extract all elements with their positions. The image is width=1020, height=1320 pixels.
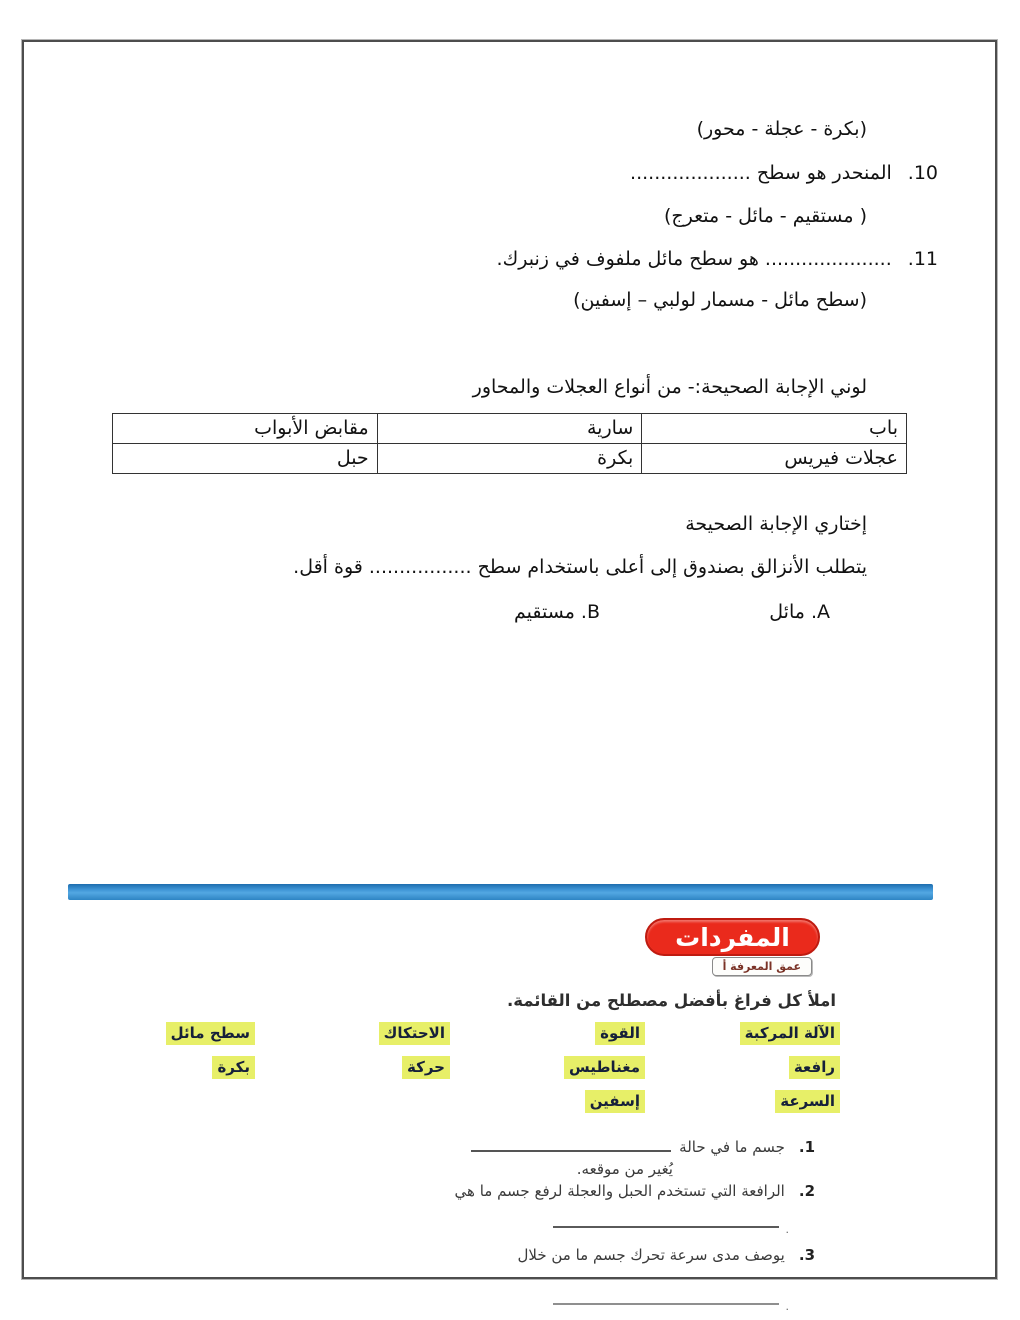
vocab-term: الآلة المركبة xyxy=(740,1022,840,1045)
table-cell: بكرة xyxy=(377,444,642,474)
question-text: يتطلب الأنزالق بصندوق إلى أعلى باستخدام سطح ................. قوة أقل. xyxy=(293,556,867,578)
vocab-term: القوة xyxy=(595,1022,645,1045)
question-11 xyxy=(497,248,938,270)
option-b-text: B. مستقيم xyxy=(514,601,600,623)
choose-answer-prompt xyxy=(685,513,867,535)
question-text: يوصف مدى سرعة تحرك جسم ما من خلال xyxy=(517,1246,785,1264)
vocab-term: رافعة xyxy=(789,1056,840,1079)
question-number: 2. xyxy=(798,1182,815,1200)
question-11-number: 11. xyxy=(907,248,938,270)
question-10-text: المنحدر هو سطح .................... xyxy=(630,162,892,184)
question-text: الرافعة التي تستخدم الحبل والعجلة لرفع جسم ما هي xyxy=(454,1182,785,1200)
table-row xyxy=(113,414,907,444)
question-9-options xyxy=(697,118,867,140)
options-text: (سطح مائل - مسمار لولبي – إسفين) xyxy=(573,289,867,311)
dok-badge xyxy=(712,957,812,976)
wheels-axles-table xyxy=(112,413,907,474)
vocab-term-grid xyxy=(60,1022,840,1113)
options-text: (بكرة - عجلة - محور) xyxy=(696,118,867,140)
vocabulary-badge xyxy=(645,918,820,956)
question-10 xyxy=(630,162,938,184)
slide-question xyxy=(293,556,867,578)
table-cell: سارية xyxy=(377,414,642,444)
fill-blank-instruction xyxy=(507,991,836,1010)
answer-blank-line: . xyxy=(553,1303,779,1305)
question-text: يُغير من موقعه. xyxy=(576,1160,673,1178)
prompt-text: لوني الإجابة الصحيحة:- من أنواع العجلات والمحاور xyxy=(472,376,867,398)
vocab-term: حركة xyxy=(402,1056,450,1079)
answer-blank-line xyxy=(471,1136,671,1152)
dok-badge-label: عمق المعرفة أ xyxy=(722,960,801,973)
vocab-term: السرعة xyxy=(775,1090,840,1113)
table-cell: باب xyxy=(642,414,907,444)
fill-question-2 xyxy=(455,1182,815,1200)
option-a-text: A. مائل xyxy=(769,601,830,623)
vocabulary-badge-label: المفردات xyxy=(675,923,790,952)
vocab-term: إسفين xyxy=(585,1090,645,1113)
fill-question-1 xyxy=(471,1136,815,1156)
vocab-term: بكرة xyxy=(212,1056,255,1079)
fill-question-1-continuation xyxy=(577,1160,673,1178)
question-number: 1. xyxy=(798,1138,815,1156)
color-answer-prompt xyxy=(473,376,867,398)
question-number: 3. xyxy=(798,1246,815,1264)
question-text: جسم ما في حالة xyxy=(679,1138,785,1156)
vocab-term: مغناطيس xyxy=(564,1056,645,1079)
table-cell: حبل xyxy=(113,444,378,474)
vocab-term: الاحتكاك xyxy=(379,1022,450,1045)
question-10-options xyxy=(664,205,867,227)
option-a xyxy=(769,601,830,623)
question-11-text: ..................... هو سطح مائل ملفوف في زنبرك. xyxy=(496,248,892,270)
vocab-term: سطح مائل xyxy=(166,1022,255,1045)
table-cell: مقابض الأبواب xyxy=(113,414,378,444)
option-b xyxy=(514,601,600,623)
table-row xyxy=(113,444,907,474)
question-11-options xyxy=(573,289,867,311)
fill-question-3 xyxy=(517,1246,815,1264)
options-text: ( مستقيم - مائل - متعرج) xyxy=(663,205,867,227)
question-10-number: 10. xyxy=(907,162,938,184)
prompt-text: إختاري الإجابة الصحيحة xyxy=(685,513,867,535)
instruction-text: املأ كل فراغ بأفضل مصطلح من القائمة. xyxy=(506,991,836,1010)
answer-blank-line: . xyxy=(553,1226,779,1228)
table-cell: عجلات فيريس xyxy=(642,444,907,474)
blue-divider-bar xyxy=(68,884,933,900)
